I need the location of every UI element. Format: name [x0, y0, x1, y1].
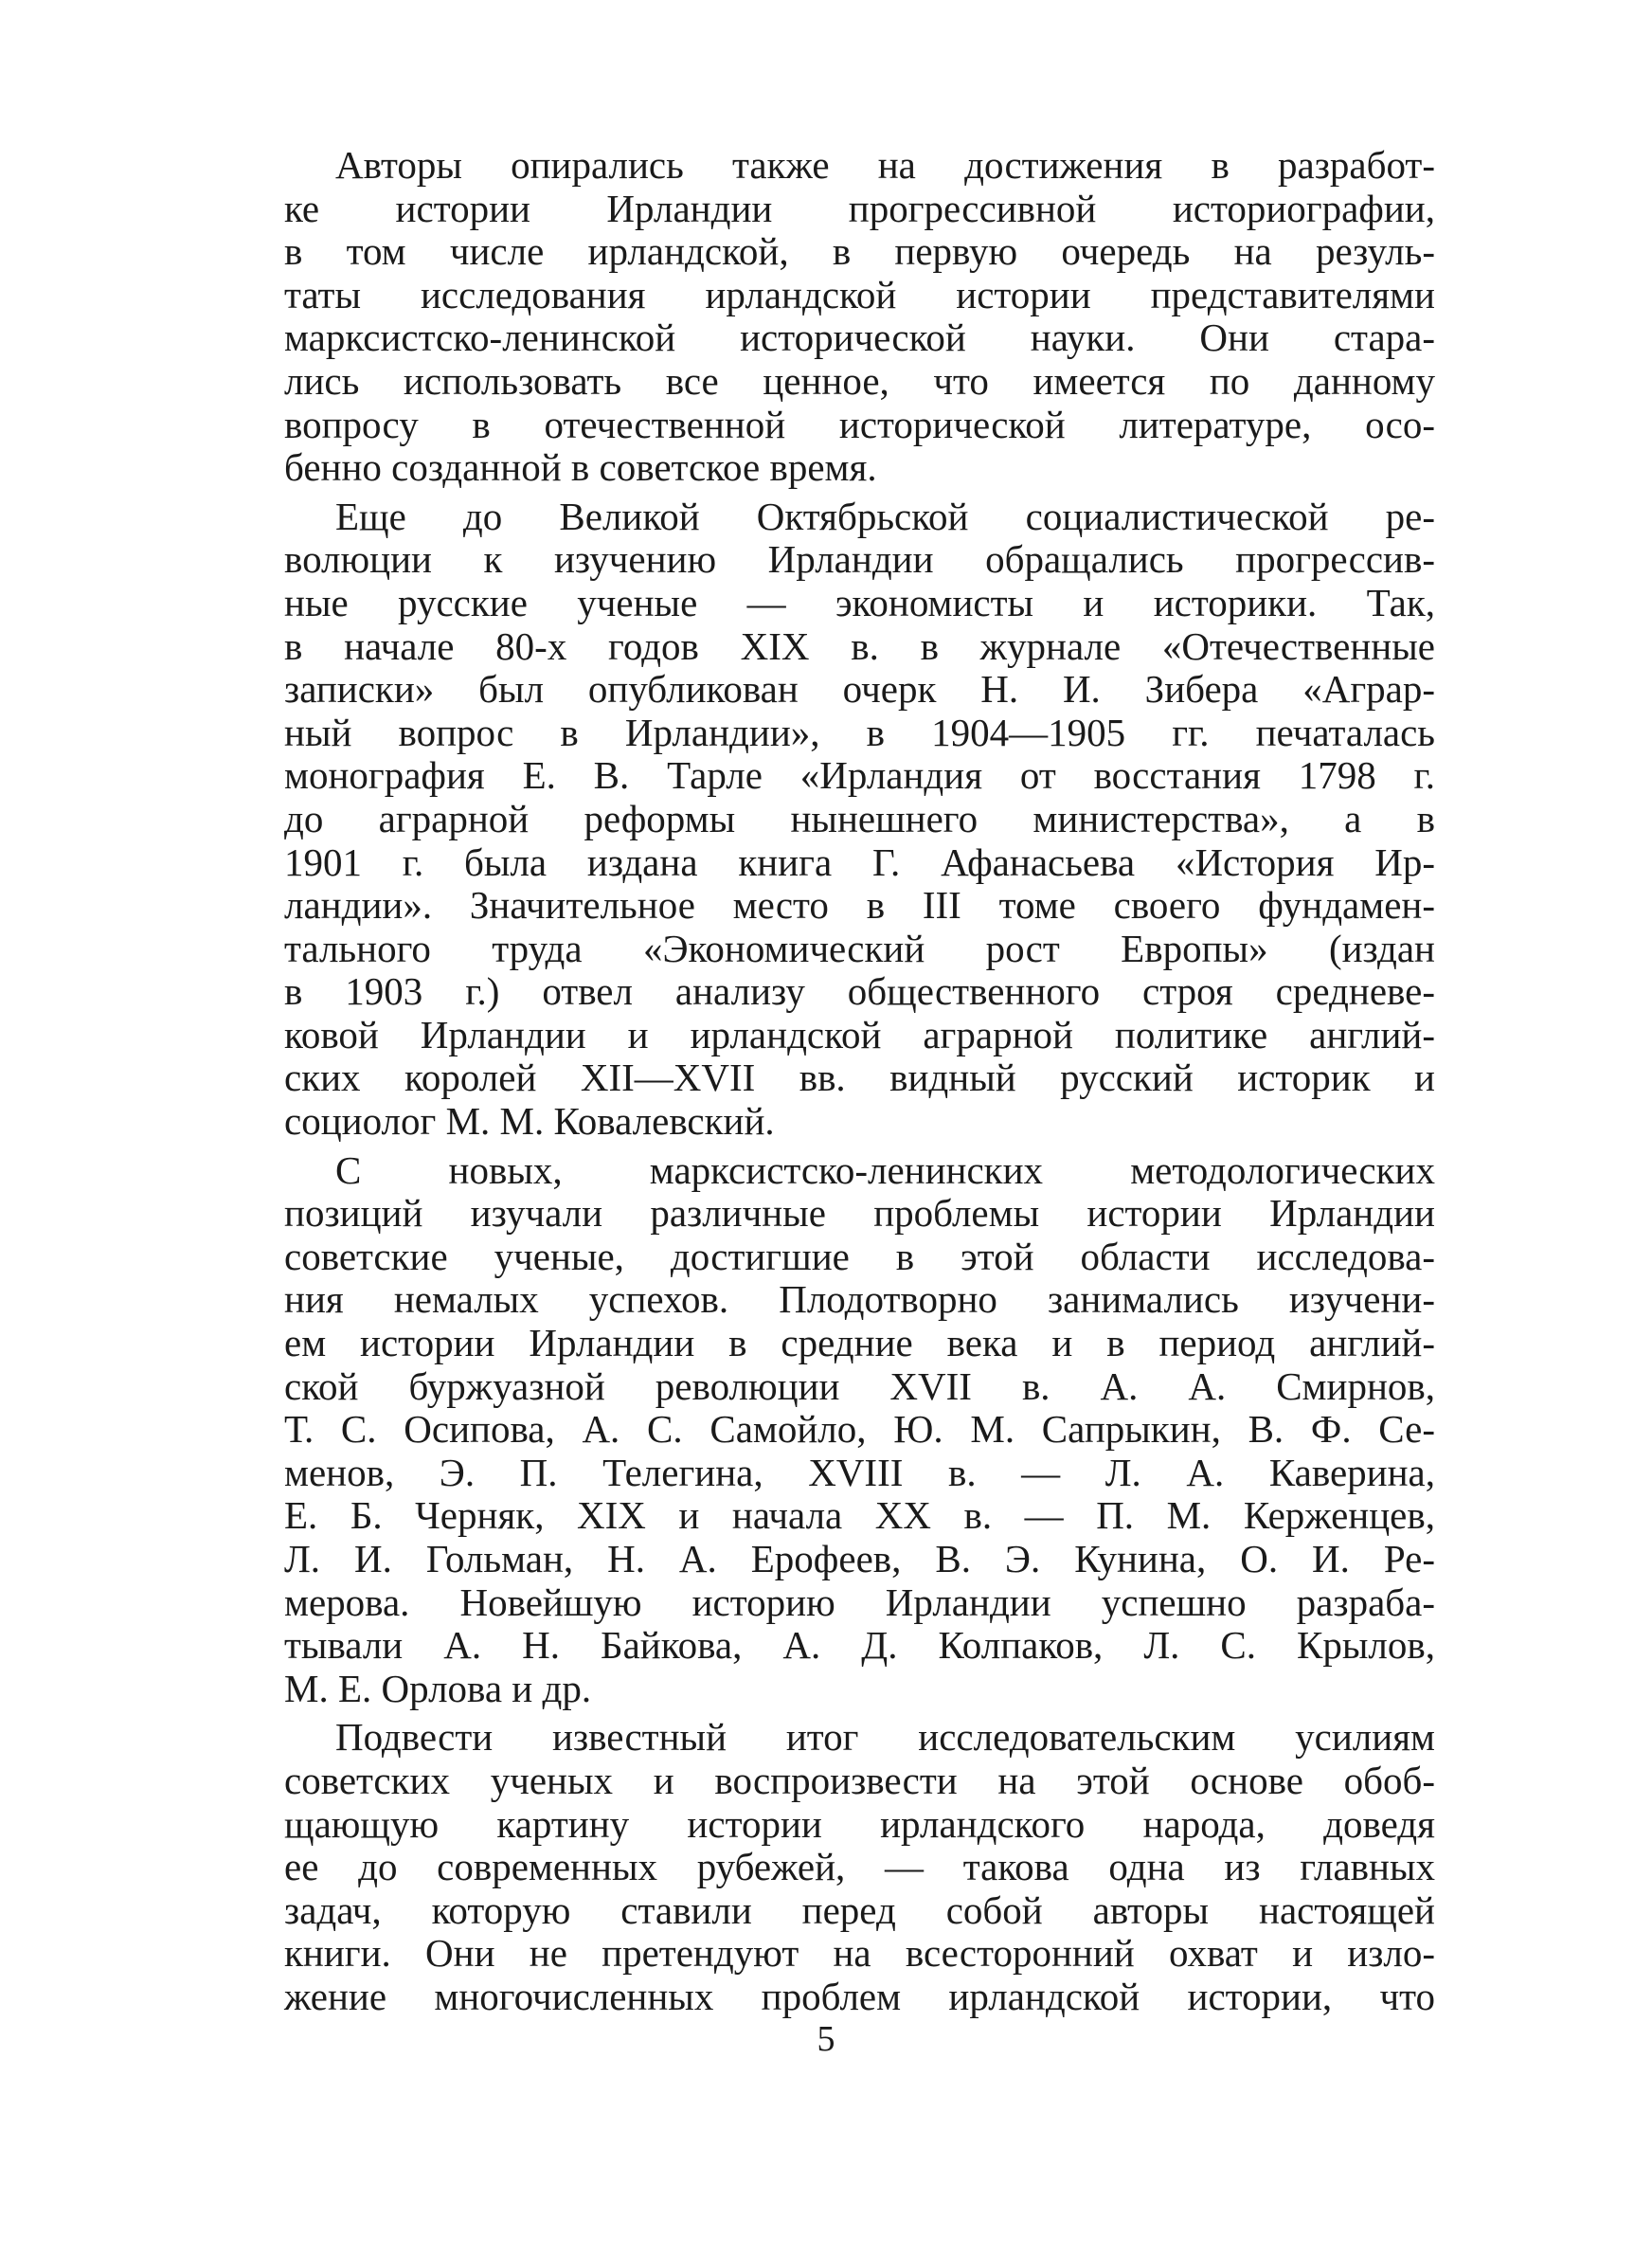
- text-line: тывали А. Н. Байкова, А. Д. Колпаков, Л. С. Крылов,: [284, 1623, 1435, 1668]
- text-line: Т. С. Осипова, А. С. Самойло, Ю. М. Сапрыкин, В. Ф. Се-: [284, 1407, 1435, 1452]
- text-line: в начале 80-х годов XIX в. в журнале «Отечественные: [284, 623, 1435, 668]
- text-line: социолог М. М. Ковалевский.: [284, 1099, 775, 1144]
- text-line: позиций изучали различные проблемы истории Ирландии: [284, 1191, 1435, 1236]
- text-line: щающую картину истории ирландского народа, доведя: [284, 1801, 1435, 1846]
- body-text: [284, 144, 1435, 2025]
- text-line: в 1903 г.) отвел анализу общественного строя средневе-: [284, 969, 1435, 1014]
- text-line: Е. Б. Черняк, XIX и начала XX в. — П. М. Керженцев,: [284, 1493, 1435, 1538]
- text-line: советские ученые, достигшие в этой области исследова-: [284, 1234, 1435, 1278]
- text-line: ее до современных рубежей, — такова одна из главных: [284, 1845, 1435, 1889]
- text-line: задач, которую ставили перед собой авторы настоящей: [284, 1887, 1435, 1932]
- text-line: 1901 г. была издана книга Г. Афанасьева «История Ир-: [284, 840, 1435, 884]
- text-line: записки» был опубликован очерк Н. И. Зибера «Аграр-: [284, 667, 1435, 712]
- text-line: ке истории Ирландии прогрессивной историографии,: [284, 186, 1435, 230]
- text-line: мерова. Новейшую историю Ирландии успешно разраба-: [284, 1580, 1435, 1624]
- text-line: бенно созданной в советское время.: [284, 445, 877, 490]
- text-line: Еще до Великой Октябрьской социалистической ре-: [335, 494, 1435, 538]
- text-line: ем истории Ирландии в средние века и в период англий-: [284, 1321, 1435, 1365]
- text-line: книги. Они не претендуют на всесторонний охват и изло-: [284, 1931, 1435, 1976]
- text-line: вопросу в отечественной исторической литературе, осо-: [284, 402, 1435, 446]
- text-line: ландии». Значительное место в III томе своего фундамен-: [284, 883, 1435, 928]
- paragraph: [284, 1716, 1435, 2018]
- text-line: монография Е. В. Тарле «Ирландия от восстания 1798 г.: [284, 753, 1435, 798]
- text-line: Л. И. Гольман, Н. А. Ерофеев, В. Э. Кунина, О. И. Ре-: [284, 1537, 1435, 1580]
- text-line: С новых, марксистско-ленинских методологических: [335, 1147, 1435, 1192]
- text-line: лись использовать все ценное, что имеется по данному: [284, 358, 1435, 403]
- text-line: ные русские ученые — экономисты и историки. Так,: [284, 580, 1435, 624]
- text-line: менов, Э. П. Телегина, XVIII в. — Л. А. Каверина,: [284, 1450, 1435, 1494]
- text-line: ковой Ирландии и ирландской аграрной политике англий-: [284, 1012, 1435, 1056]
- text-line: ской буржуазной революции XVII в. А. А. Смирнов,: [284, 1363, 1435, 1408]
- page-number: 5: [817, 2019, 835, 2059]
- text-line: ских королей XII—XVII вв. видный русский историк и: [284, 1056, 1435, 1100]
- text-line: в том числе ирландской, в первую очередь на резуль-: [284, 229, 1435, 274]
- text-line: тального труда «Экономический рост Европы» (издан: [284, 926, 1435, 970]
- text-line: М. Е. Орлова и др.: [284, 1666, 592, 1710]
- paragraph: [284, 144, 1435, 490]
- text-line: волюции к изучению Ирландии обращались прогрессив-: [284, 537, 1435, 582]
- paragraph: [284, 496, 1435, 1144]
- text-line: советских ученых и воспроизвести на этой основе обоб-: [284, 1758, 1435, 1802]
- text-line: Авторы опирались также на достижения в разработ-: [335, 143, 1435, 187]
- text-line: ния немалых успехов. Плодотворно занимались изучени-: [284, 1277, 1435, 1322]
- text-line: до аграрной реформы нынешнего министерства», а в: [284, 796, 1435, 840]
- text-line: марксистско-ленинской исторической науки. Они стара-: [284, 316, 1435, 360]
- text-line: ный вопрос в Ирландии», в 1904—1905 гг. печаталась: [284, 710, 1435, 754]
- text-line: Подвести известный итог исследовательским усилиям: [335, 1715, 1435, 1760]
- text-line: жение многочисленных проблем ирландской истории, что: [284, 1974, 1435, 2018]
- paragraph: [284, 1149, 1435, 1711]
- text-line: таты исследования ирландской истории представителями: [284, 272, 1435, 316]
